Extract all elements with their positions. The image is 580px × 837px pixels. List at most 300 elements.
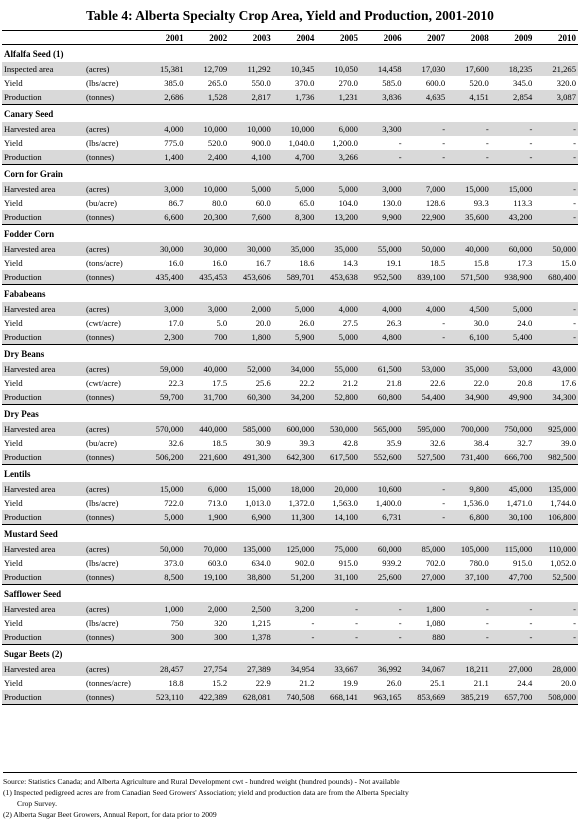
table-cell: 15.2 [212,677,228,688]
table-cell: 952,500 [360,270,404,285]
year-header: 2005 [316,31,360,45]
row-label: Yield [4,557,23,568]
table-cell: 35.9 [386,437,402,448]
table-cell: 370.0 [295,77,315,88]
row-label: Yield [4,437,23,448]
table-cell: 668,141 [316,690,360,705]
table-cell: - [573,197,576,208]
table-cell: - [398,137,402,148]
row-unit: (tonnes/acre) [86,677,131,688]
table-cell: 7,000 [404,182,448,196]
table-row [2,330,578,345]
table-row [2,556,578,570]
table-cell: 657,700 [491,690,535,705]
table-cell: 422,389 [186,690,230,705]
crop-group-header [2,525,578,543]
table-cell: - [529,617,533,628]
table-cell: 21.1 [473,677,489,688]
footnote-1: (1) Inspected pedigreed acres are from Canadian Seed Growers' Association; yield and production data are from the Alberta Specialty [3,788,409,797]
table-cell: - [534,302,578,316]
row-unit: (tonnes) [84,450,142,465]
table-cell: 13,200 [316,210,360,225]
table-cell: - [311,617,315,628]
table-cell: 27,754 [186,662,230,676]
table-cell: 666,700 [491,450,535,465]
table-cell: 20.0 [560,677,576,688]
table-cell: 53,000 [491,362,535,376]
table-cell: 938,900 [491,270,535,285]
table-cell: 22.0 [473,377,489,388]
footer-rule [3,772,577,773]
table-cell: 61,500 [360,362,404,376]
table-cell: 570,000 [142,422,186,436]
table-cell: 1,231 [316,90,360,105]
table-cell: 21,265 [534,62,578,76]
table-cell: 34,200 [273,390,317,405]
table-cell: 722.0 [164,497,184,508]
table-row [2,542,578,556]
table-cell: 589,701 [273,270,317,285]
table-row [2,616,578,630]
table-cell: 25.1 [430,677,446,688]
table-cell: 70,000 [186,542,230,556]
table-cell: 1,900 [186,510,230,525]
table-row [2,270,578,285]
table-cell: 30,000 [186,242,230,256]
table-cell: 54,400 [404,390,448,405]
table-cell: - [534,630,578,645]
crop-group-header [2,405,578,423]
table-cell: 3,087 [534,90,578,105]
table-cell: 35,600 [447,210,491,225]
table-cell: 75,000 [316,542,360,556]
table-cell: 25,600 [360,570,404,585]
table-cell: 60,300 [229,390,273,405]
table-cell: 32.6 [168,437,184,448]
table-cell: 4,000 [142,122,186,136]
table-cell: 37,100 [447,570,491,585]
crop-group-header [2,165,578,183]
table-cell: 21.2 [342,377,358,388]
table-cell: 740,508 [273,690,317,705]
crop-group-header [2,465,578,483]
table-cell: 21.8 [386,377,402,388]
table-cell: - [360,630,404,645]
table-cell: 523,110 [142,690,186,705]
table-cell: - [273,630,317,645]
table-cell: 634.0 [251,557,271,568]
table-cell: 440,000 [186,422,230,436]
table-row [2,196,578,210]
table-cell: - [404,482,448,496]
row-unit: (acres) [84,542,142,556]
table-cell: 52,800 [316,390,360,405]
table-cell: 5,000 [142,510,186,525]
row-label: Yield [4,197,23,208]
table-cell: - [447,122,491,136]
table-cell: 550.0 [251,77,271,88]
row-label: Harvested area [2,602,84,616]
table-cell: - [360,150,404,165]
table-cell: 35,000 [273,242,317,256]
row-unit: (tons/acre) [86,257,123,268]
table-cell: 39.3 [299,437,315,448]
table-cell: 780.0 [469,557,489,568]
table-cell: 1,528 [186,90,230,105]
table-cell: 33,667 [316,662,360,676]
table-cell: 628,081 [229,690,273,705]
table-cell: 642,300 [273,450,317,465]
row-label: Production [2,150,84,165]
table-cell: - [447,630,491,645]
table-cell: 3,200 [273,602,317,616]
table-cell: 15.0 [560,257,576,268]
table-cell: 45,000 [491,482,535,496]
crop-table [2,30,578,705]
table-cell: 530,000 [316,422,360,436]
table-cell: 30,000 [229,242,273,256]
table-cell: 55,000 [316,362,360,376]
table-cell: 5,900 [273,330,317,345]
table-cell: 8,500 [142,570,186,585]
table-cell: 18.5 [430,257,446,268]
table-cell: 31,700 [186,390,230,405]
table-cell: 47,700 [491,570,535,585]
table-cell: - [442,137,446,148]
table-cell: 22.6 [430,377,446,388]
table-cell: 21.2 [299,677,315,688]
row-label: Harvested area [2,482,84,496]
table-cell: 2,300 [142,330,186,345]
row-label: Harvested area [2,122,84,136]
table-cell: 22.9 [255,677,271,688]
row-unit: (acres) [84,422,142,436]
table-cell: 17.3 [517,257,533,268]
table-cell: 1,471.0 [506,497,533,508]
table-cell: 5,000 [491,302,535,316]
table-cell: 15,000 [142,482,186,496]
table-cell: 4,151 [447,90,491,105]
table-cell: 43,000 [534,362,578,376]
table-cell: 53,000 [404,362,448,376]
table-cell: 28,000 [534,662,578,676]
table-cell: 300 [186,630,230,645]
header-blank-label [2,31,84,45]
table-cell: 135,000 [534,482,578,496]
table-cell: 26.0 [386,677,402,688]
table-row [2,630,578,645]
table-cell: 5.0 [216,317,228,328]
table-cell: 19.9 [342,677,358,688]
table-cell: 963,165 [360,690,404,705]
table-cell: 20.8 [517,377,533,388]
table-cell: 453,606 [229,270,273,285]
table-cell: 32.7 [517,437,533,448]
table-cell: 700 [186,330,230,345]
row-label: Harvested area [2,182,84,196]
crop-name: Fababeans [4,289,46,299]
table-row [2,422,578,436]
table-cell: 1,378 [229,630,273,645]
table-cell: 1,400.0 [375,497,402,508]
table-cell: 27,000 [491,662,535,676]
table-cell: 1,013.0 [245,497,271,508]
row-label: Production [2,570,84,585]
row-label: Yield [4,617,23,628]
table-cell: - [404,510,448,525]
table-cell: 22.2 [299,377,315,388]
table-cell: 17.5 [212,377,228,388]
table-cell: 552,600 [360,450,404,465]
table-cell: 839,100 [404,270,448,285]
table-cell: 80.0 [212,197,228,208]
table-cell: 30.9 [255,437,271,448]
table-cell: 12,709 [186,62,230,76]
table-cell: 25.6 [255,377,271,388]
table-cell: 135,000 [229,542,273,556]
table-cell: 435,400 [142,270,186,285]
table-cell: 11,292 [229,62,273,76]
table-cell: 40,000 [186,362,230,376]
table-cell: - [534,150,578,165]
table-cell: 373.0 [164,557,184,568]
table-row [2,76,578,90]
table-cell: 731,400 [447,450,491,465]
table-cell: 15,000 [491,182,535,196]
table-cell: 520.0 [469,77,489,88]
table-cell: 40,000 [447,242,491,256]
table-cell: 10,600 [360,482,404,496]
table-cell: 527,500 [404,450,448,465]
table-row [2,316,578,330]
table-cell: 1,800 [229,330,273,345]
row-unit: (tonnes) [84,390,142,405]
table-cell: 59,700 [142,390,186,405]
table-cell: - [491,122,535,136]
table-cell: 15,381 [142,62,186,76]
table-cell: 22.3 [168,377,184,388]
table-cell: 34,000 [273,362,317,376]
table-cell: 3,266 [316,150,360,165]
table-cell: 60,800 [360,390,404,405]
row-unit: (lbs/acre) [86,617,119,628]
table-cell: 20,300 [186,210,230,225]
table-cell: 1,744.0 [550,497,576,508]
table-cell: 1,000 [142,602,186,616]
table-cell: - [404,150,448,165]
table-cell: 60,000 [491,242,535,256]
table-cell: 18,211 [447,662,491,676]
table-row [2,510,578,525]
table-cell: 17.0 [168,317,184,328]
table-cell: 520.0 [207,137,228,148]
table-cell: 42.8 [342,437,358,448]
table-cell: 6,100 [447,330,491,345]
crop-group-header [2,645,578,663]
table-cell: - [573,317,576,328]
table-cell: 35,000 [447,362,491,376]
crop-name: Canary Seed [4,109,54,119]
row-unit: (tonnes) [84,630,142,645]
table-cell: - [529,137,533,148]
row-unit: (acres) [84,482,142,496]
table-row [2,182,578,196]
table-cell: 52,000 [229,362,273,376]
row-unit: (acres) [84,302,142,316]
table-cell: 915.0 [338,557,358,568]
row-label: Yield [4,497,23,508]
year-header: 2007 [404,31,448,45]
table-cell: 28,457 [142,662,186,676]
row-unit: (tonnes) [84,690,142,705]
table-cell: 6,800 [447,510,491,525]
table-cell: 902.0 [295,557,315,568]
crop-group-header [2,105,578,123]
year-header: 2010 [534,31,578,45]
row-unit: (cwt/acre) [86,377,121,388]
table-cell: 32.6 [430,437,446,448]
table-cell: - [534,602,578,616]
table-cell: 10,000 [273,122,317,136]
table-cell: 14,100 [316,510,360,525]
table-cell: 5,000 [273,302,317,316]
table-cell: - [442,497,446,508]
table-cell: 85,000 [404,542,448,556]
table-cell: 880 [404,630,448,645]
table-cell: 2,854 [491,90,535,105]
table-cell: 49,900 [491,390,535,405]
table-row [2,496,578,510]
table-cell: 15,000 [229,482,273,496]
table-cell: 34,300 [534,390,578,405]
table-cell: 3,836 [360,90,404,105]
row-unit: (cwt/acre) [86,317,121,328]
row-unit: (bu/acre) [86,197,118,208]
footnote-2: (2) Alberta Sugar Beet Growers, Annual Report, for data prior to 2009 [3,810,217,819]
table-cell: 6,731 [360,510,404,525]
row-unit: (lbs/acre) [86,137,119,148]
table-cell: 600,000 [273,422,317,436]
table-cell: 6,900 [229,510,273,525]
table-cell: 435,453 [186,270,230,285]
table-cell: 1,040.0 [288,137,315,148]
source-note: Source: Statistics Canada; and Alberta Agriculture and Rural Development cwt - hundred weight (hundred pounds) - Not available [3,777,400,786]
table-cell: - [491,150,535,165]
row-label: Harvested area [2,362,84,376]
table-cell: 24.0 [517,317,533,328]
row-unit: (tonnes) [84,510,142,525]
table-cell: 9,900 [360,210,404,225]
table-cell: 128.6 [425,197,446,208]
row-unit: (tonnes) [84,270,142,285]
table-title: Table 4: Alberta Specialty Crop Area, Yield and Production, 2001-2010 [86,8,494,23]
row-label: Yield [4,377,23,388]
table-cell: - [534,210,578,225]
table-cell: - [316,630,360,645]
table-cell: 10,345 [273,62,317,76]
crop-name: Corn for Grain [4,169,63,179]
table-cell: 2,500 [229,602,273,616]
table-cell: 9,800 [447,482,491,496]
table-cell: 15.8 [473,257,489,268]
table-cell: 26.0 [299,317,315,328]
row-label: Yield [4,257,23,268]
table-cell: 130.0 [382,197,402,208]
crop-name: Lentils [4,469,31,479]
table-cell: 4,800 [360,330,404,345]
table-cell: 300 [142,630,186,645]
table-row [2,570,578,585]
row-unit: (acres) [84,62,142,76]
table-row [2,482,578,496]
table-cell: 2,686 [142,90,186,105]
table-cell: 18.6 [299,257,315,268]
table-cell: 18.5 [212,437,228,448]
row-label: Production [2,90,84,105]
table-cell: - [404,330,448,345]
table-cell: 4,500 [447,302,491,316]
table-cell: 900.0 [251,137,271,148]
table-cell: 50,000 [404,242,448,256]
table-cell: 491,300 [229,450,273,465]
table-row [2,150,578,165]
table-cell: 453,638 [316,270,360,285]
table-cell: 60,000 [360,542,404,556]
table-cell: 6,000 [186,482,230,496]
table-cell: 38.4 [473,437,489,448]
row-label: Yield [4,317,23,328]
row-label: Harvested area [2,422,84,436]
year-header: 2002 [186,31,230,45]
crop-name: Dry Peas [4,409,39,419]
table-cell: 27.5 [342,317,358,328]
table-row [2,136,578,150]
table-cell: 700,000 [447,422,491,436]
table-cell: 18.8 [168,677,184,688]
table-cell: 34,067 [404,662,448,676]
row-unit: (lbs/acre) [86,77,119,88]
table-cell: - [573,137,576,148]
table-cell: 39.0 [560,437,576,448]
table-cell: 4,000 [360,302,404,316]
table-cell: - [355,617,358,628]
table-cell: 2,000 [229,302,273,316]
table-cell: 750 [170,617,184,628]
table-cell: 59,000 [142,362,186,376]
row-label: Harvested area [2,302,84,316]
table-cell: 565,000 [360,422,404,436]
table-cell: 270.0 [338,77,358,88]
row-unit: (lbs/acre) [86,497,119,508]
table-cell: 20,000 [316,482,360,496]
crop-name: Dry Beans [4,349,45,359]
table-cell: 34,900 [447,390,491,405]
row-unit: (tonnes) [84,210,142,225]
table-row [2,302,578,316]
row-unit: (acres) [84,182,142,196]
table-cell: 2,400 [186,150,230,165]
table-cell: 5,400 [491,330,535,345]
table-cell: 385.0 [164,77,184,88]
table-cell: 11,300 [273,510,317,525]
table-cell: - [534,182,578,196]
table-cell: 1,052.0 [550,557,576,568]
row-label: Yield [4,77,23,88]
table-cell: 7,600 [229,210,273,225]
table-cell: - [534,122,578,136]
table-cell: 4,100 [229,150,273,165]
row-label: Yield [4,677,23,688]
